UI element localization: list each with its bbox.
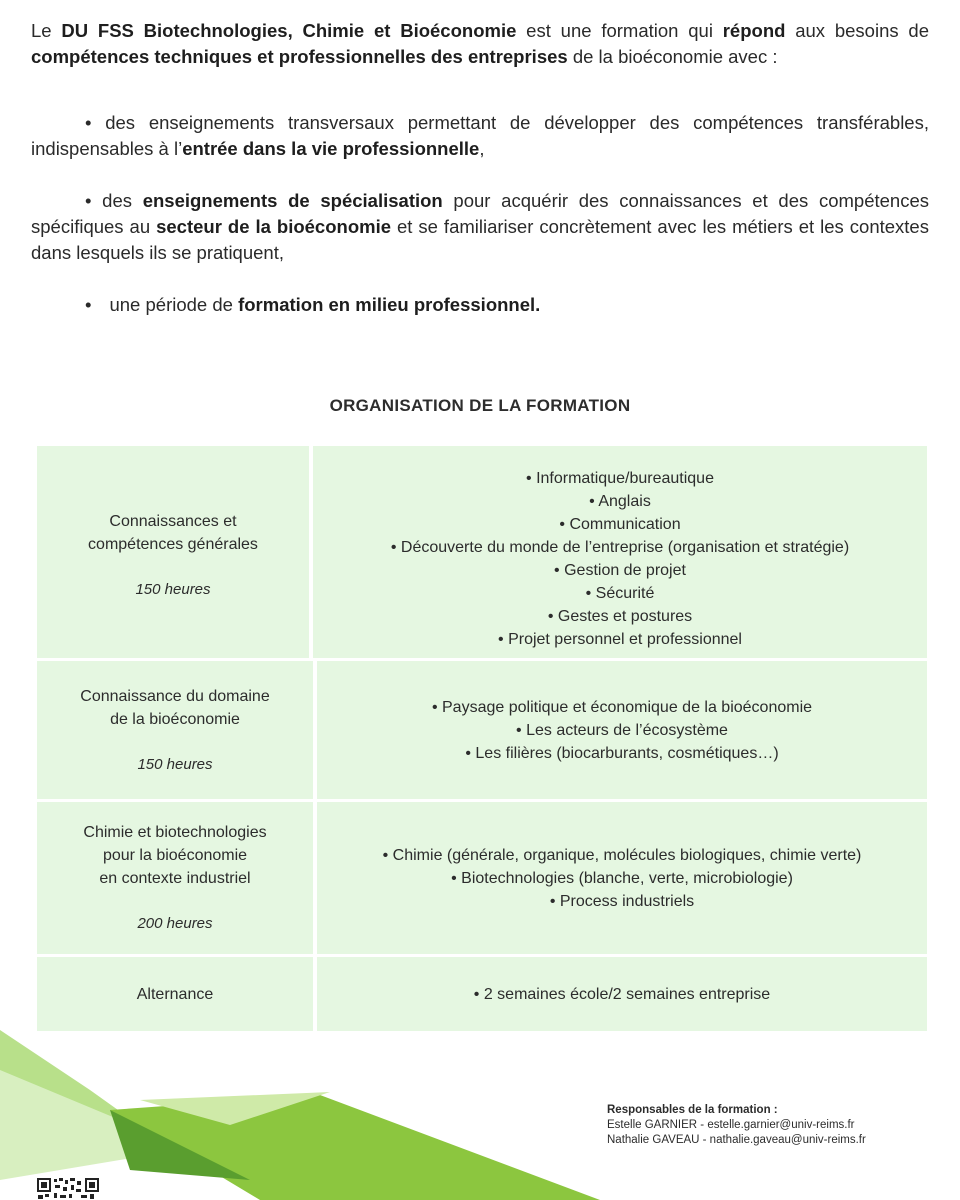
list-item: • Sécurité [585,585,655,602]
contact-line: Nathalie GAVEAU - nathalie.gaveau@univ-reims.fr [607,1134,866,1146]
lead-seg: Le [31,20,62,41]
intro-text [31,18,929,318]
intro-bullet-1 [31,110,929,162]
lead-seg: DU FSS Biotechnologies, Chimie et Bioéconomie [61,20,517,41]
list-item: • Les filières (biocarburants, cosmétiques…) [465,744,779,762]
lead-seg: de la bioéconomie avec : [567,46,778,67]
row-content-cell [313,446,927,658]
list-item: • Gestes et postures [547,608,693,625]
bullet-seg: une période de [109,294,239,315]
intro-bullet-2 [31,188,929,266]
contacts-block [607,1103,866,1148]
list-item: • Communication [559,516,681,533]
row-content-cell [317,802,927,954]
list-item: • 2 semaines école/2 semaines entreprise [473,985,771,1003]
list-item: • Paysage politique et économique de la bioéconomie [431,698,813,716]
row-category: Connaissance du domaine de la bioéconomie [80,687,270,728]
bullet-seg: formation en milieu professionnel. [238,294,541,315]
intro-bullet-3 [31,292,929,318]
table-row [37,957,927,1034]
list-item: • Découverte du monde de l’entreprise (organisation et stratégie) [390,539,850,556]
table-row [37,661,927,802]
bullet-seg: , [479,138,485,159]
row-category-cell [37,957,317,1031]
list-item: • Anglais [589,493,651,510]
lead-seg: est une formation qui [516,20,723,41]
contact-line: Estelle GARNIER - estelle.garnier@univ-reims.fr [607,1119,855,1131]
bullet-seg: enseignements de spécialisation [142,190,443,211]
row-category: Connaissances et compétences générales [88,512,258,553]
row-content-cell [317,661,927,799]
row-category-cell [37,802,317,954]
lead-seg: compétences techniques et professionnelles des entreprises [31,46,568,67]
list-item: • Les acteurs de l’écosystème [516,721,728,739]
row-hours: 150 heures [135,580,211,598]
list-item: • Projet personnel et professionnel [498,631,742,648]
lead-seg: répond [722,20,786,41]
lead-seg: aux besoins de [785,20,929,41]
bullet-seg: et se familiariser concrètement avec les métiers et les contextes dans lesquels ils se pratiquent, [31,216,929,263]
row-hours: 150 heures [137,755,213,773]
bullet-seg: • [85,294,92,315]
row-category: Alternance [136,985,214,1003]
row-category-cell [37,661,317,799]
row-content-cell [317,957,927,1031]
intro-lead [31,18,929,70]
bullet-seg: • des [85,190,143,211]
bullet-seg: • des enseignements transversaux permettant de développer des compétences transférables, indispensables à l’ [31,112,929,159]
list-item: • Chimie (générale, organique, molécules biologiques, chimie verte) [382,846,862,864]
bullet-seg: secteur de la bioéconomie [156,216,391,237]
list-item: • Process industriels [549,892,695,910]
list-item: • Biotechnologies (blanche, verte, microbiologie) [451,869,793,887]
row-hours: 200 heures [137,915,213,932]
bullet-seg: pour acquérir des connaissances et des compétences spécifiques au [31,190,929,237]
table-row [37,446,927,661]
bullet-seg: entrée dans la vie professionnelle [182,138,480,159]
list-item: • Informatique/bureautique [526,470,714,487]
organisation-table [37,446,927,1034]
row-category: Chimie et biotechnologies pour la bioéconomie en contexte industriel [83,824,267,887]
table-row [37,802,927,957]
list-item: • Gestion de projet [554,562,686,579]
contacts-title: Responsables de la formation : [607,1104,778,1116]
qr-code-icon [36,1176,100,1200]
section-title: ORGANISATION DE LA FORMATION [329,396,631,415]
row-category-cell [37,446,313,658]
